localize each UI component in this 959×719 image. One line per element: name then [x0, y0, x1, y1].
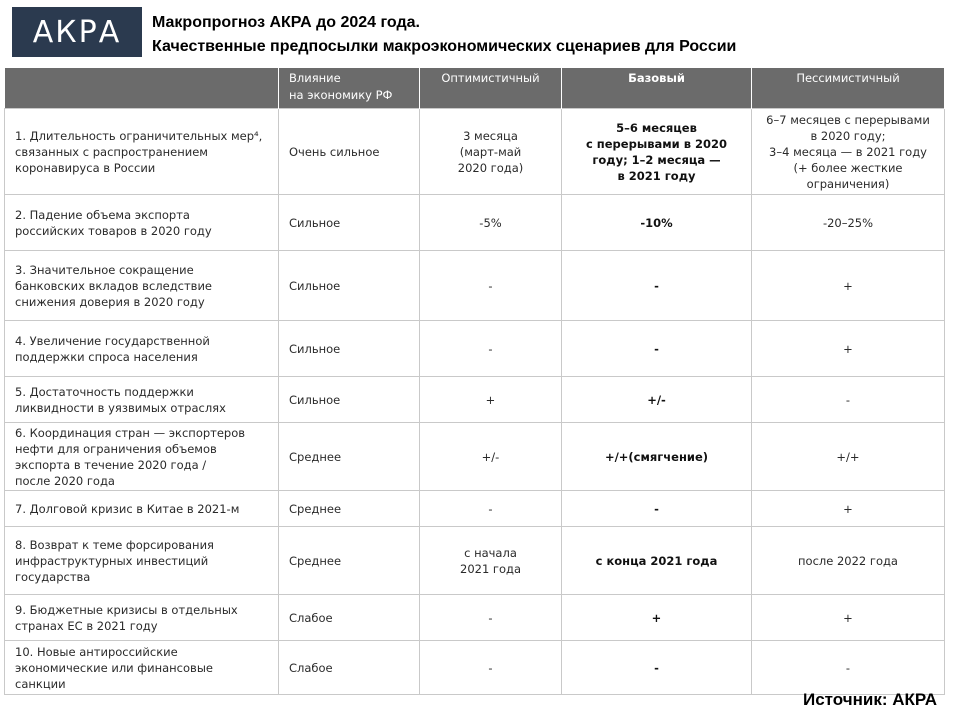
table-row: [5, 423, 945, 491]
optimistic-cell: -: [420, 641, 562, 695]
impact-cell: Среднее: [279, 491, 420, 527]
impact-cell: Слабое: [279, 595, 420, 641]
pessimistic-cell: 6–7 месяцев с перерывами в 2020 году; 3–4 месяца — в 2021 году (+ более жесткие ограничения): [752, 109, 945, 195]
scenario-table: [4, 68, 945, 695]
table-row: [5, 595, 945, 641]
source-note: Источник: АКРА: [803, 690, 937, 709]
optimistic-cell: +: [420, 377, 562, 423]
header-factor: [5, 68, 279, 109]
impact-cell: Сильное: [279, 195, 420, 251]
title-line-1: Макропрогноз АКРА до 2024 года.: [152, 14, 420, 31]
impact-cell: Очень сильное: [279, 109, 420, 195]
impact-cell: Среднее: [279, 423, 420, 491]
pessimistic-cell: -: [752, 641, 945, 695]
pessimistic-cell: после 2022 года: [752, 527, 945, 595]
table-row: [5, 377, 945, 423]
table-row: [5, 109, 945, 195]
factor-cell: 8. Возврат к теме форсирования инфраструктурных инвестиций государства: [5, 527, 279, 595]
table-row: [5, 251, 945, 321]
table-row: [5, 641, 945, 695]
table-header-row: [5, 68, 945, 109]
optimistic-cell: -: [420, 321, 562, 377]
optimistic-cell: -5%: [420, 195, 562, 251]
optimistic-cell: -: [420, 251, 562, 321]
impact-cell: Слабое: [279, 641, 420, 695]
base-cell: -: [562, 321, 752, 377]
header-base: Базовый: [562, 68, 752, 109]
akra-logo: АКРА: [12, 7, 142, 57]
base-cell: -: [562, 251, 752, 321]
optimistic-cell: с начала 2021 года: [420, 527, 562, 595]
table-row: [5, 195, 945, 251]
header-impact: Влияние на экономику РФ: [279, 68, 420, 109]
header-pessimistic: Пессимистичный: [752, 68, 945, 109]
header-optimistic: Оптимистичный: [420, 68, 562, 109]
impact-cell: Сильное: [279, 321, 420, 377]
factor-cell: 4. Увеличение государственной поддержки спроса населения: [5, 321, 279, 377]
factor-cell: 3. Значительное сокращение банковских вкладов вследствие снижения доверия в 2020 году: [5, 251, 279, 321]
base-cell: 5–6 месяцев с перерывами в 2020 году; 1–2 месяца — в 2021 году: [562, 109, 752, 195]
pessimistic-cell: -: [752, 377, 945, 423]
impact-cell: Сильное: [279, 377, 420, 423]
factor-cell: 9. Бюджетные кризисы в отдельных странах ЕС в 2021 году: [5, 595, 279, 641]
factor-cell: 5. Достаточность поддержки ликвидности в уязвимых отраслях: [5, 377, 279, 423]
optimistic-cell: -: [420, 595, 562, 641]
base-cell: с конца 2021 года: [562, 527, 752, 595]
base-cell: +/-: [562, 377, 752, 423]
optimistic-cell: 3 месяца (март-май 2020 года): [420, 109, 562, 195]
base-cell: -: [562, 491, 752, 527]
table-row: [5, 321, 945, 377]
pessimistic-cell: -20–25%: [752, 195, 945, 251]
factor-cell: 1. Длительность ограничительных мер⁴, связанных с распространением коронавируса в России: [5, 109, 279, 195]
factor-cell: 7. Долговой кризис в Китае в 2021-м: [5, 491, 279, 527]
factor-cell: 2. Падение объема экспорта российских товаров в 2020 году: [5, 195, 279, 251]
optimistic-cell: +/-: [420, 423, 562, 491]
page-title: [152, 11, 736, 59]
factor-cell: 6. Координация стран — экспортеров нефти для ограничения объемов экспорта в течение 2020 года / после 2020 года: [5, 423, 279, 491]
base-cell: -: [562, 641, 752, 695]
base-cell: +: [562, 595, 752, 641]
pessimistic-cell: +: [752, 491, 945, 527]
pessimistic-cell: +: [752, 595, 945, 641]
base-cell: +/+(смягчение): [562, 423, 752, 491]
pessimistic-cell: +/+: [752, 423, 945, 491]
table-row: [5, 527, 945, 595]
factor-cell: 10. Новые антироссийские экономические или финансовые санкции: [5, 641, 279, 695]
optimistic-cell: -: [420, 491, 562, 527]
impact-cell: Среднее: [279, 527, 420, 595]
base-cell: -10%: [562, 195, 752, 251]
title-line-2: Качественные предпосылки макроэкономических сценариев для России: [152, 38, 737, 55]
table-row: [5, 491, 945, 527]
impact-cell: Сильное: [279, 251, 420, 321]
pessimistic-cell: +: [752, 321, 945, 377]
pessimistic-cell: +: [752, 251, 945, 321]
